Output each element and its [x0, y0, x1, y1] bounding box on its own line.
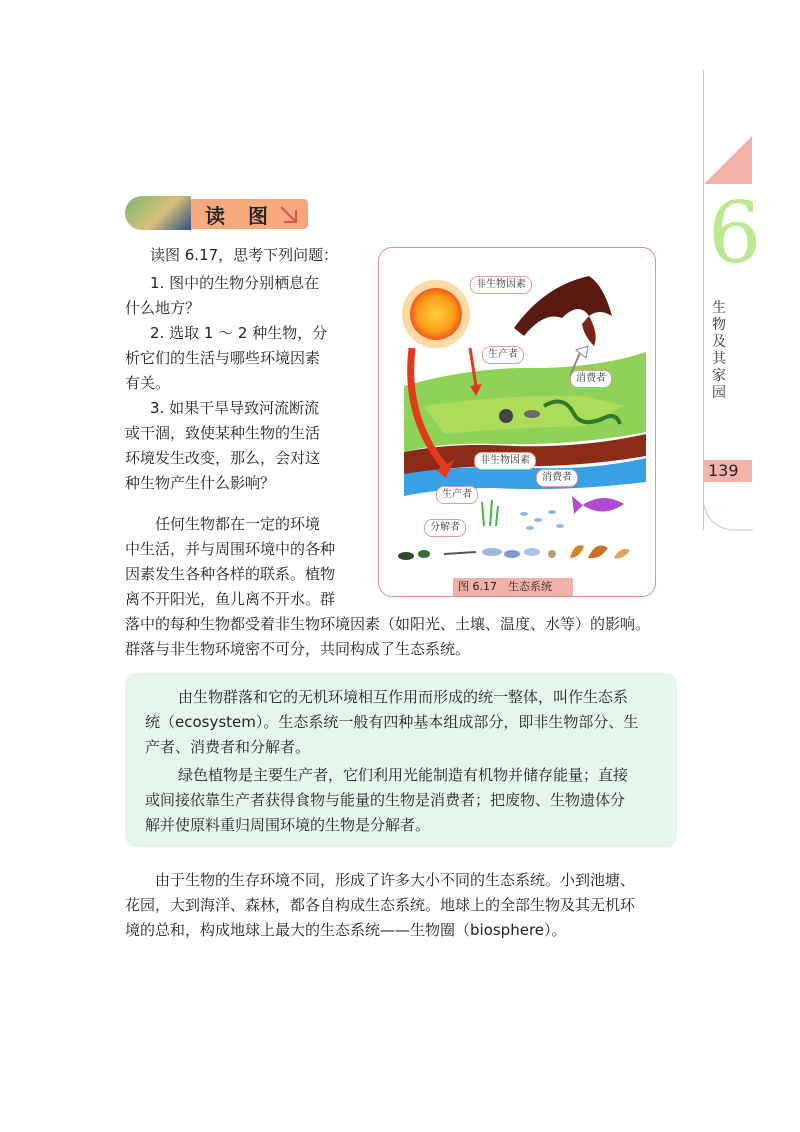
chapter-number: 6 [708, 184, 762, 282]
body-line-5: 落中的每种生物都受着非生物环境因素（如阳光、土壤、温度、水等）的影响。 [125, 615, 651, 633]
label-abiotic-bottom: 非生物因素 [474, 452, 536, 470]
body-line-1: 任何生物都在一定的环境 [155, 515, 321, 533]
label-abiotic-top: 非生物因素 [470, 276, 532, 294]
figure-caption: 图 6.17 生态系统 [458, 580, 552, 593]
definition-line-3: 产者、消费者和分解者。 [145, 738, 311, 756]
body-line-4: 离不开阳光，鱼儿离不开水。群 [125, 590, 336, 608]
fish-icon [572, 496, 624, 514]
label-producer-bottom: 生产者 [436, 486, 478, 504]
arrow-down-right-icon [278, 204, 300, 226]
question-3-line-2: 或干涸，致使某种生物的生活 [125, 424, 321, 442]
question-1-line-1: 1. 图中的生物分别栖息在 [150, 274, 320, 292]
sun-icon [402, 280, 470, 348]
chapter-title: 生物及其家园 [712, 300, 726, 401]
question-1-line-2: 什么地方？ [125, 299, 201, 317]
question-3-line-4: 种生物产生什么影响？ [125, 474, 276, 492]
definition-line-6: 解并使原料重归周围环境的生物是分解者。 [145, 816, 431, 834]
question-2-line-2: 析它们的生活与哪些环境因素 [125, 349, 321, 367]
definition-line-2: 统（ecosystem）。生态系统一般有四种基本组成部分，即非生物部分、生 [145, 713, 639, 731]
ending-line-2: 花园，大到海洋、森林，都各自构成生态系统。地球上的全部生物及其无机环 [125, 896, 636, 914]
body-line-3: 因素发生各种各样的联系。植物 [125, 565, 336, 583]
body-line-6: 群落与非生物环境密不可分，共同构成了生态系统。 [125, 640, 471, 658]
label-decomposer: 分解者 [424, 519, 466, 537]
page-number: 139 [708, 461, 739, 480]
label-producer-top: 生产者 [482, 346, 524, 364]
question-2-line-1: 2. 选取 1 ～ 2 种生物，分 [150, 324, 328, 342]
definition-line-5: 或间接依靠生产者获得食物与能量的生物是消费者；把废物、生物遗体分 [145, 791, 626, 809]
chapter-tab-curve [703, 500, 753, 532]
label-consumer-top: 消费者 [570, 370, 612, 388]
definition-line-1: 由生物群落和它的无机环境相互作用而形成的统一整体，叫作生态系 [178, 688, 629, 706]
body-line-2: 中生活，并与周围环境中的各种 [125, 540, 336, 558]
banner-title: 读 图 [205, 204, 276, 228]
question-3-line-3: 环境发生改变，那么，会对这 [125, 449, 321, 467]
label-consumer-bottom: 消费者 [536, 469, 578, 487]
banner-photo [125, 196, 191, 230]
questions-intro: 读图 6.17，思考下列问题： [150, 246, 339, 264]
definition-line-4: 绿色植物是主要生产者，它们利用光能制造有机物并储存能量；直接 [178, 766, 629, 784]
ending-line-3: 境的总和，构成地球上最大的生态系统——生物圈（biosphere）。 [125, 921, 567, 939]
chapter-tab-triangle [704, 136, 752, 184]
question-2-line-3: 有关。 [125, 374, 171, 392]
question-3-line-1: 3. 如果干旱导致河流断流 [150, 399, 320, 417]
ending-line-1: 由于生物的生存环境不同，形成了许多大小不同的生态系统。小到池塘、 [155, 871, 636, 889]
